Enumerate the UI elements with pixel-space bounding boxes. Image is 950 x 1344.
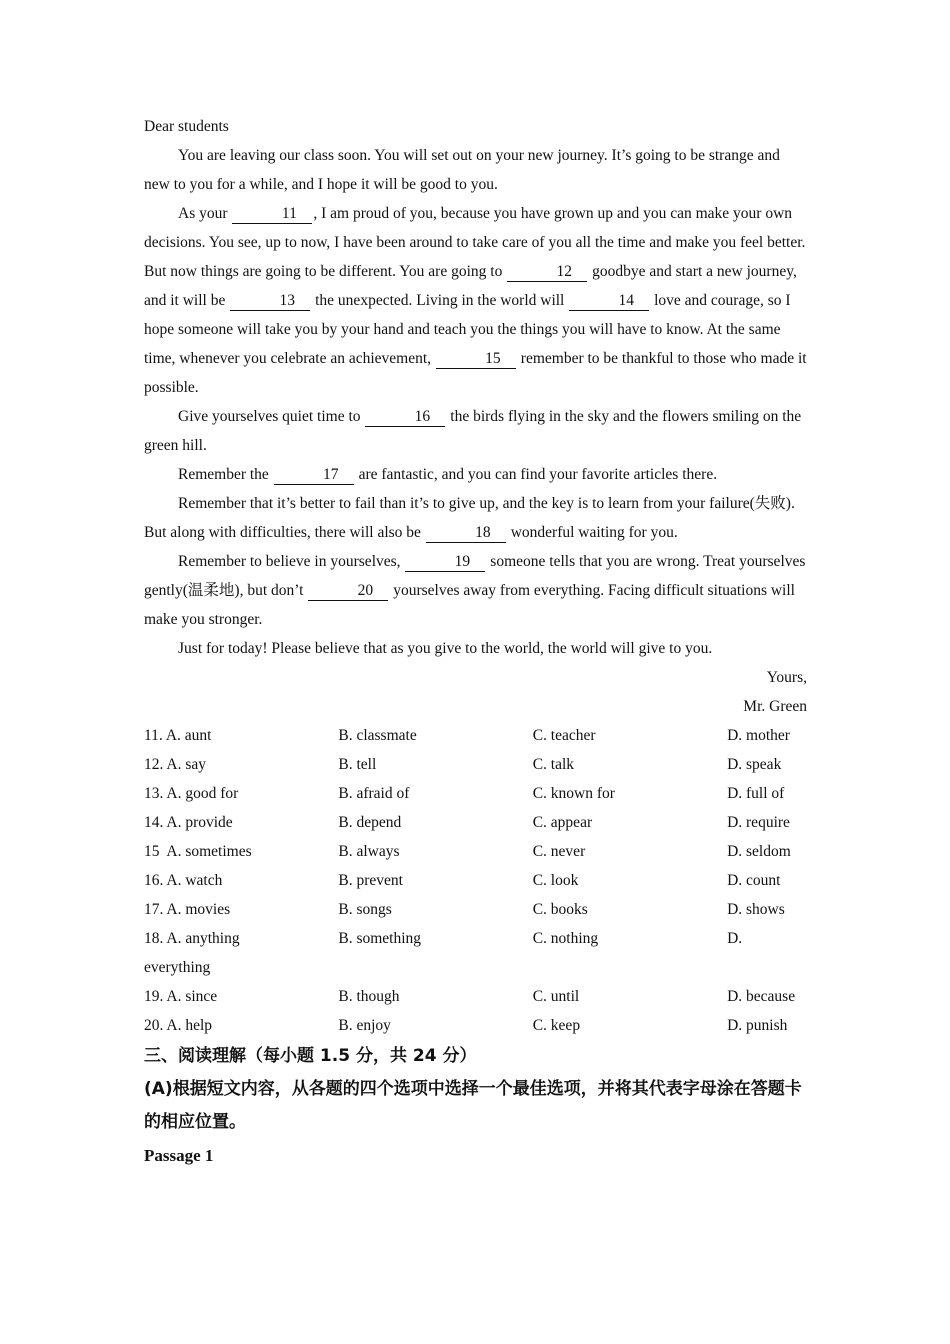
paragraph-5: Remember that it’s better to fail than it’s to give up, and the key is to learn from your failure(失败). But along with difficulties, there will also be 18 wonderful waiting for you.: [144, 495, 795, 541]
option-row-14: [144, 808, 807, 837]
option-c: C. known for: [532, 785, 615, 802]
option-b: B. songs: [338, 901, 392, 918]
option-row-12: [144, 750, 807, 779]
option-a: 11. A. aunt: [144, 727, 212, 744]
option-c: C. talk: [532, 756, 575, 773]
option-row-11: [144, 721, 807, 750]
option-c: C. look: [532, 872, 579, 889]
option-c: C. appear: [532, 814, 593, 831]
blank-16: 16: [365, 408, 445, 427]
option-row-17: [144, 895, 807, 924]
blank-19: 19: [405, 553, 485, 572]
paragraph-7: Just for today! Please believe that as you give to the world, the world will give to you.: [178, 640, 713, 657]
option-d: D. full of: [727, 785, 785, 802]
option-b: B. afraid of: [338, 785, 410, 802]
option-b: B. depend: [338, 814, 402, 831]
closing: Yours,: [766, 669, 807, 686]
paragraph-6: Remember to believe in yourselves, 19 someone tells that you are wrong. Treat yourselves gently(温柔地), but don’t 20 yourselves away from everything. Facing difficult situations will make you stronger.: [144, 553, 806, 628]
option-d: D. require: [727, 814, 790, 831]
document-page: [144, 112, 807, 1172]
option-a: 18. A. anything: [144, 930, 240, 947]
option-row-20: [144, 1011, 807, 1040]
option-d: D. shows: [727, 901, 785, 918]
option-b: B. always: [338, 843, 400, 860]
option-row-13: [144, 779, 807, 808]
paragraph-4: Remember the 17 are fantastic, and you can find your favorite articles there.: [178, 466, 718, 483]
option-a: 14. A. provide: [144, 814, 233, 831]
option-a: 20. A. help: [144, 1017, 213, 1034]
salutation: Dear students: [144, 118, 229, 135]
option-row-16: [144, 866, 807, 895]
option-wrap-text: everything: [144, 959, 211, 976]
blank-11: 11: [232, 205, 312, 224]
option-b: B. though: [338, 988, 400, 1005]
option-c: C. nothing: [532, 930, 599, 947]
options-list: [144, 721, 807, 1040]
option-d: D. mother: [727, 727, 790, 744]
blank-13: 13: [230, 292, 310, 311]
paragraph-1: You are leaving our class soon. You will set out on your new journey. It’s going to be strange and new to you for a while, and I hope it will be good to you.: [144, 147, 780, 193]
option-a: 16. A. watch: [144, 872, 223, 889]
section-instruction: (A)根据短文内容，从各题的四个选项中选择一个最佳选项，并将其代表字母涂在答题卡的相应位置。: [144, 1079, 802, 1132]
blank-18: 18: [426, 524, 506, 543]
option-a: 19. A. since: [144, 988, 218, 1005]
option-d: D.: [727, 930, 743, 947]
signature: Mr. Green: [743, 698, 807, 715]
paragraph-2: As your 11 , I am proud of you, because you have grown up and you can make your own decisions. You see, up to now, I have been around to take care of you all the time and make you feel better. But now things are going to be different. You are going to 12 goodbye and start a new journey, and it will be 13 the unexpected. Living in the world will 14 love and courage, so I hope someone will take you by your hand and teach you the things you will have to know. At the same time, whenever you celebrate an achievement, 15 remember to be thankful to those who made it possible.: [144, 205, 807, 396]
blank-12: 12: [507, 263, 587, 282]
option-d: D. count: [727, 872, 781, 889]
option-b: B. prevent: [338, 872, 403, 889]
option-d: D. punish: [727, 1017, 788, 1034]
option-b: B. something: [338, 930, 422, 947]
blank-20: 20: [308, 582, 388, 601]
option-a: 12. A. say: [144, 756, 206, 773]
option-c: C. books: [532, 901, 588, 918]
section-title: 三、阅读理解（每小题 1.5 分，共 24 分）: [144, 1046, 477, 1066]
option-b: B. enjoy: [338, 1017, 391, 1034]
option-d: D. because: [727, 988, 796, 1005]
option-d: D. speak: [727, 756, 782, 773]
paragraph-3: Give yourselves quiet time to 16 the birds flying in the sky and the flowers smiling on the green hill.: [144, 408, 802, 454]
option-d: D. seldom: [727, 843, 791, 860]
option-row-19: [144, 982, 807, 1011]
option-row-15: [144, 837, 807, 866]
option-row-18: [144, 924, 807, 953]
blank-14: 14: [569, 292, 649, 311]
option-c: C. never: [532, 843, 586, 860]
option-a: 13. A. good for: [144, 785, 239, 802]
option-a: 17. A. movies: [144, 901, 231, 918]
option-b: B. tell: [338, 756, 377, 773]
passage-heading: Passage 1: [144, 1146, 214, 1165]
option-b: B. classmate: [338, 727, 417, 744]
blank-15: 15: [436, 350, 516, 369]
option-a: 15 A. sometimes: [144, 843, 252, 860]
option-c: C. until: [532, 988, 580, 1005]
blank-17: 17: [274, 466, 354, 485]
option-c: C. keep: [532, 1017, 581, 1034]
option-c: C. teacher: [532, 727, 596, 744]
